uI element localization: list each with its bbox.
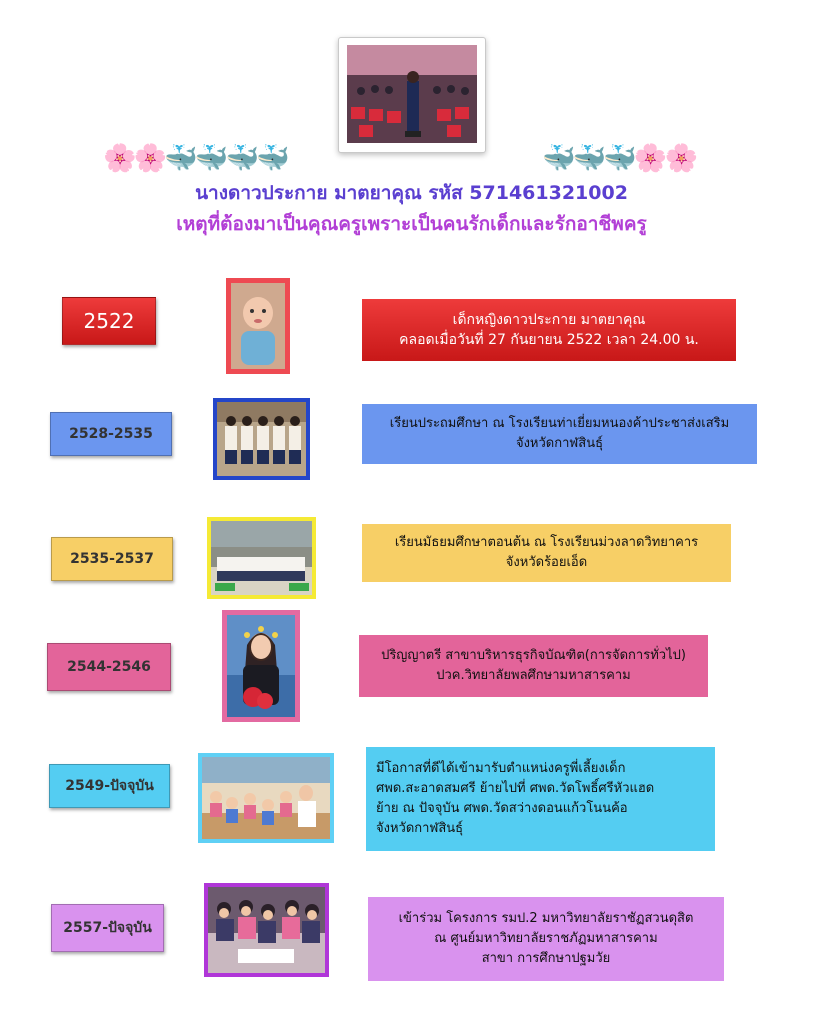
year-box <box>51 904 164 952</box>
timeline-description <box>362 299 736 361</box>
reason-subtitle: เหตุที่ต้องมาเป็นคุณครูเพราะเป็นคนรักเด็กและรักอาชีพครู <box>176 213 647 235</box>
year-label: 2549-ปัจจุบัน <box>65 778 154 794</box>
description-line: ปริญญาตรี สาขาบริหารธุรกิจบัณฑิต(การจัดการทั่วไป) <box>381 648 686 663</box>
year-label: 2535-2537 <box>70 551 154 567</box>
description-line: จังหวัดร้อยเอ็ด <box>505 555 588 570</box>
graduation-portrait <box>222 610 300 722</box>
year-label: 2528-2535 <box>69 426 153 442</box>
description-line: ณ ศูนย์มหาวิทยาลัยราชภัฏมหาสารคาม <box>434 931 658 946</box>
header-photo-frame <box>338 37 486 153</box>
description-line: ศพด.สะอาดสมศรี ย้ายไปที่ ศพด.วัดโพธิ์ศรีหัวแฮด <box>376 781 655 796</box>
baby-photo <box>226 278 290 374</box>
description-line: จังหวัดกาฬสินธุ์ <box>515 436 604 451</box>
description-line: จังหวัดกาฬสินธุ์ <box>376 821 464 836</box>
name-title: นางดาวประกาย มาตยาคุณ รหัส 571461321002 <box>195 182 628 204</box>
description-line: มีโอกาสที่ดีได้เข้ามารับตำแหน่งครูพี่เลี้ยงเด็ก <box>376 761 626 776</box>
year-box <box>49 764 170 808</box>
timeline-description <box>362 404 757 464</box>
classroom-children-photo <box>198 753 334 843</box>
description-line: สาขา การศึกษาปฐมวัย <box>481 951 611 966</box>
school-group-photo <box>213 398 310 480</box>
whale-flower-decoration-right: 🐳🐳🐳🌸🌸 <box>542 143 696 174</box>
description-line: ปวค.วิทยาลัยพลศึกษามหาสารคาม <box>436 668 631 683</box>
description-line: เรียนมัธยมศึกษาตอนต้น ณ โรงเรียนม่วงลาดวิทยาคาร <box>394 535 699 550</box>
year-box <box>51 537 173 581</box>
timeline-description <box>359 635 708 697</box>
year-box <box>50 412 172 456</box>
training-group-photo <box>204 883 329 977</box>
timeline-description <box>362 524 731 582</box>
class-group-photo <box>207 517 316 599</box>
year-box <box>47 643 171 691</box>
timeline-description <box>366 747 715 851</box>
year-box <box>62 297 156 345</box>
description-line: ย้าย ณ ปัจจุบัน ศพด.วัดสว่างดอนแก้วโนนค้อ <box>376 801 628 816</box>
timeline-description <box>368 897 724 981</box>
year-label: 2557-ปัจจุบัน <box>63 920 152 936</box>
year-label: 2544-2546 <box>67 659 151 675</box>
description-line: เด็กหญิงดาวประกาย มาตยาคุณ <box>452 312 646 328</box>
flower-whale-decoration-left: 🌸🌸🐳🐳🐳🐳 <box>103 143 287 174</box>
auditorium-photo <box>347 45 477 143</box>
description-line: เรียนประถมศึกษา ณ โรงเรียนท่าเยี่ยมหนองค้าประชาส่งเสริม <box>389 416 730 431</box>
description-line: เข้าร่วม โครงการ รมป.2 มหาวิทยาลัยราชัฏสวนดุสิต <box>398 911 694 926</box>
description-line: คลอดเมื่อวันที่ 27 กันยายน 2522 เวลา 24.00 น. <box>399 332 699 348</box>
year-label: 2522 <box>83 309 135 333</box>
